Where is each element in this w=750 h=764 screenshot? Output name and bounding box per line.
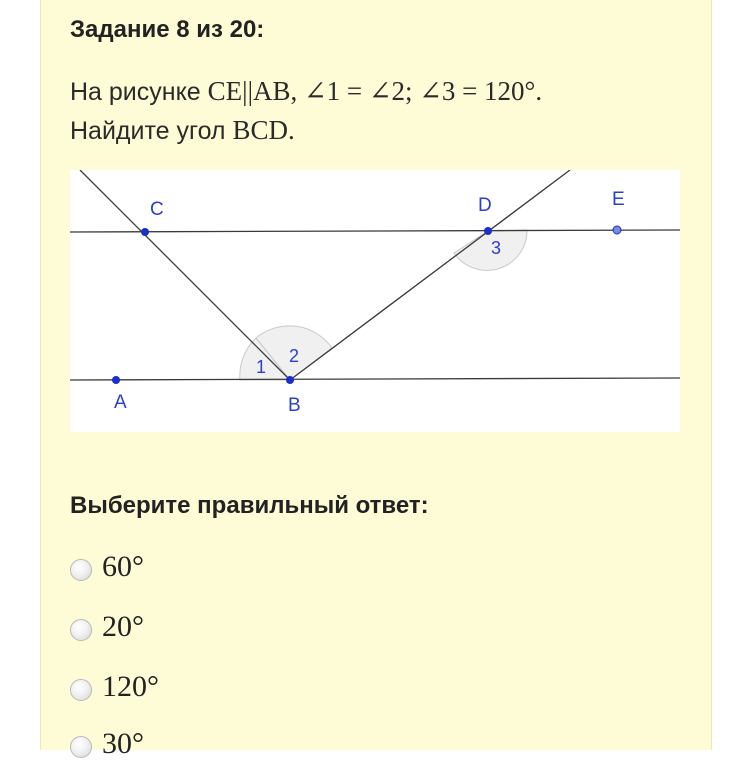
problem-prefix: На рисунке [70,78,201,106]
point-b [286,376,294,384]
problem-formula: CE||AB, ∠1 = ∠2; ∠3 = 120°. [207,76,543,106]
label-a: A [114,392,127,413]
line-bd [290,170,570,380]
angle-label-3: 3 [491,238,502,258]
radio-button[interactable] [70,679,92,701]
answer-option-2[interactable] [70,607,144,647]
problem-line-1 [70,72,690,111]
point-a [112,376,120,384]
answer-prompt: Выберите правильный ответ: [70,492,429,519]
answer-option-text: 30° [102,727,144,760]
geometry-drawing [70,170,680,432]
label-b: B [288,395,301,416]
point-e [613,226,621,234]
line-ce [70,230,680,232]
answer-option-text: 60° [102,550,144,583]
label-d: D [478,195,492,216]
angle-label-2: 2 [289,346,300,366]
radio-button[interactable] [70,559,92,581]
problem-line-2 [70,111,690,150]
answer-option-4[interactable] [70,724,144,764]
line-cb [80,170,290,380]
answer-option-text: 20° [102,610,144,643]
point-d [484,227,492,235]
radio-button[interactable] [70,736,92,758]
label-c: C [150,199,164,220]
point-c [141,228,149,236]
problem-statement [70,72,690,150]
answer-option-1[interactable] [70,547,144,587]
answer-option-text: 120° [102,670,159,703]
task-header: Задание 8 из 20: [70,16,265,43]
angle-label-1: 1 [256,357,267,377]
question-prefix: Найдите угол [70,117,226,145]
radio-button[interactable] [70,619,92,641]
label-e: E [612,189,625,210]
geometry-figure [70,170,680,432]
answer-option-3[interactable] [70,667,159,707]
question-formula: BCD. [232,115,295,145]
line-ab [70,378,680,380]
